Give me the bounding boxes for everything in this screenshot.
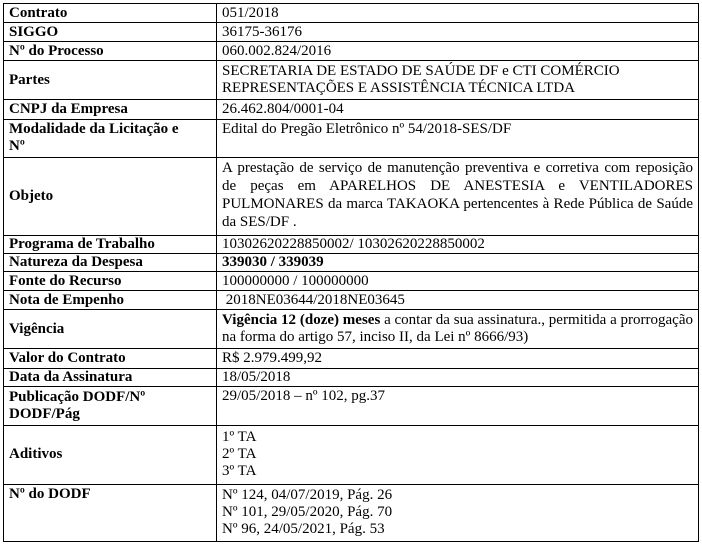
value-fonte: 100000000 / 100000000 xyxy=(217,272,699,290)
value-cnpj: 26.462.804/0001-04 xyxy=(217,100,699,119)
label-processo: Nº do Processo xyxy=(4,41,217,60)
table-row xyxy=(4,254,699,272)
value-natureza: 339030 / 339039 xyxy=(217,254,699,272)
label-publicacao xyxy=(4,387,217,426)
label-programa: Programa de Trabalho xyxy=(4,235,217,253)
aditivo-item: 2º TA xyxy=(222,446,257,463)
table-row xyxy=(4,290,699,309)
value-contrato: 051/2018 xyxy=(217,4,699,23)
label-data: Data da Assinatura xyxy=(4,368,217,386)
aditivo-item: 3º TA xyxy=(222,463,257,480)
modalidade-label-line-2: Nº xyxy=(9,138,25,155)
value-publicacao: 29/05/2018 – nº 102, pg.37 xyxy=(217,387,699,426)
value-siggo: 36175-36176 xyxy=(217,23,699,41)
dodf-item: Nº 124, 04/07/2019, Pág. 26 xyxy=(222,487,393,504)
value-empenho: 2018NE03644/2018NE03645 xyxy=(217,290,699,309)
publicacao-label-line-2: DODF/Pág xyxy=(9,406,80,423)
label-modalidade xyxy=(4,119,217,157)
table-row xyxy=(4,100,699,119)
partes-line-2: REPRESENTAÇÕES E ASSISTÊNCIA TÉCNICA LTDA xyxy=(222,80,576,97)
contract-table xyxy=(3,3,699,542)
vigencia-rest: a contar da sua assinatura., permitida a prorrogação na forma do artigo 57, inciso II, da Lei nº 8666/93) xyxy=(222,312,693,346)
label-cnpj: CNPJ da Empresa xyxy=(4,100,217,119)
label-vigencia: Vigência xyxy=(4,310,217,349)
dodf-item: Nº 96, 24/05/2021, Pág. 53 xyxy=(222,521,385,538)
value-vigencia xyxy=(217,310,699,349)
table-row xyxy=(4,426,699,484)
publicacao-label-line-1: Publicação DODF/Nº xyxy=(9,389,146,406)
dodf-item: Nº 101, 29/05/2020, Pág. 70 xyxy=(222,504,393,521)
label-aditivos: Aditivos xyxy=(4,426,217,484)
value-modalidade: Edital do Pregão Eletrônico nº 54/2018-SES/DF xyxy=(217,119,699,157)
value-objeto: A prestação de serviço de manutenção preventiva e corretiva com reposição de peças em APARELHOS DE ANESTESIA e VENTILADORES PULMONARES da marca TAKAOKA pertencentes à Rede Pública de Saúde da SES/DF . xyxy=(217,157,699,235)
value-processo: 060.002.824/2016 xyxy=(217,41,699,60)
value-data: 18/05/2018 xyxy=(217,368,699,386)
value-valor: R$ 2.979.499,92 xyxy=(217,349,699,368)
value-partes xyxy=(217,61,699,100)
aditivo-item: 1º TA xyxy=(222,429,257,446)
label-siggo: SIGGO xyxy=(4,23,217,41)
table-row xyxy=(4,310,699,349)
table-row xyxy=(4,272,699,290)
table-row xyxy=(4,368,699,386)
label-natureza: Natureza da Despesa xyxy=(4,254,217,272)
table-row xyxy=(4,41,699,60)
table-row xyxy=(4,387,699,426)
partes-line-1: SECRETARIA DE ESTADO DE SAÚDE DF e CTI COMÉRCIO xyxy=(222,63,620,80)
table-row xyxy=(4,235,699,253)
label-objeto: Objeto xyxy=(4,157,217,235)
table-row xyxy=(4,61,699,100)
table-row xyxy=(4,157,699,235)
label-partes: Partes xyxy=(4,61,217,100)
label-contrato: Contrato xyxy=(4,4,217,23)
table-row xyxy=(4,349,699,368)
label-valor: Valor do Contrato xyxy=(4,349,217,368)
table-row xyxy=(4,119,699,157)
value-programa: 10302620228850002/ 10302620228850002 xyxy=(217,235,699,253)
table-row xyxy=(4,23,699,41)
label-empenho: Nota de Empenho xyxy=(4,290,217,309)
vigencia-bold: Vigência 12 (doze) meses xyxy=(222,312,381,329)
value-aditivos xyxy=(217,426,699,484)
value-dodf xyxy=(217,484,699,541)
label-fonte: Fonte do Recurso xyxy=(4,272,217,290)
label-dodf: Nº do DODF xyxy=(4,484,217,541)
modalidade-label-line-1: Modalidade da Licitação e xyxy=(9,121,179,138)
table-row xyxy=(4,4,699,23)
table-row xyxy=(4,484,699,541)
